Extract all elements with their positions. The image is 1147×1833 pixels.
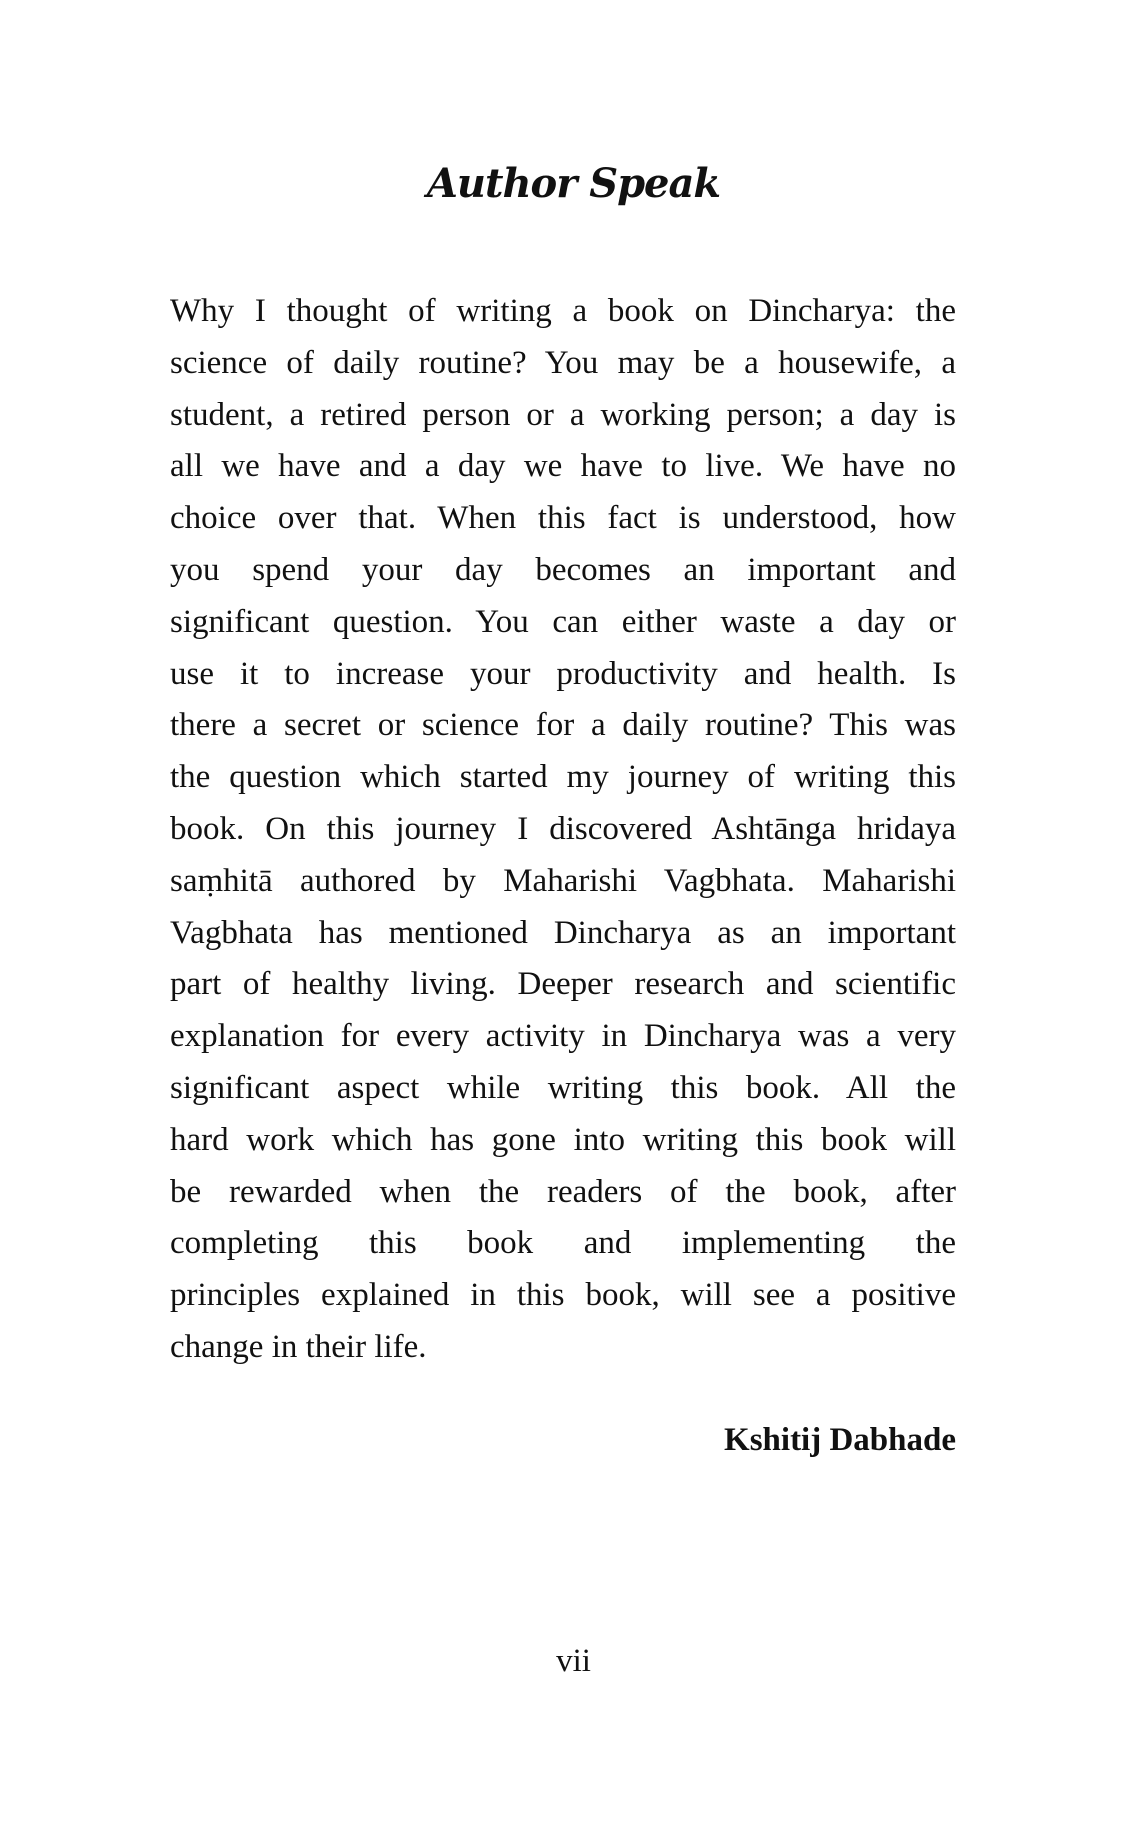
text-line: completing this book and implementing the bbox=[170, 1225, 956, 1262]
text-line: you spend your day becomes an important and bbox=[170, 551, 956, 588]
text-line: student, a retired person or a working person; a day is bbox=[170, 396, 956, 433]
text-line: change in their life. bbox=[170, 1328, 427, 1365]
text-line: book. On this journey I discovered Ashtānga hridaya bbox=[170, 810, 956, 847]
text-line: significant question. You can either waste a day or bbox=[170, 603, 956, 640]
author-signature: Kshitij Dabhade bbox=[724, 1422, 956, 1458]
text-line: part of healthy living. Deeper research and scientific bbox=[170, 966, 956, 1003]
text-line: Vagbhata has mentioned Dincharya as an important bbox=[170, 914, 956, 951]
text-line: there a secret or science for a daily routine? This was bbox=[170, 707, 956, 744]
page-number: vii bbox=[556, 1643, 591, 1679]
text-line: the question which started my journey of writing this bbox=[170, 759, 956, 796]
text-line: science of daily routine? You may be a housewife, a bbox=[170, 344, 956, 381]
text-line: Why I thought of writing a book on Dincharya: the bbox=[170, 293, 956, 329]
text-line: all we have and a day we have to live. We have no bbox=[170, 448, 956, 485]
text-line: be rewarded when the readers of the book, after bbox=[170, 1173, 956, 1210]
page-title: Author Speak bbox=[426, 160, 721, 207]
text-line: use it to increase your productivity and health. Is bbox=[170, 655, 956, 692]
text-line: significant aspect while writing this book. All the bbox=[170, 1069, 956, 1106]
text-line: principles explained in this book, will see a positive bbox=[170, 1277, 956, 1314]
text-line: saṃhitā authored by Maharishi Vagbhata. Maharishi bbox=[170, 862, 956, 899]
text-line: explanation for every activity in Dincharya was a very bbox=[170, 1018, 956, 1055]
text-line: choice over that. When this fact is understood, how bbox=[170, 500, 956, 537]
text-line: hard work which has gone into writing this book will bbox=[170, 1121, 956, 1158]
body-paragraph bbox=[170, 286, 956, 1374]
